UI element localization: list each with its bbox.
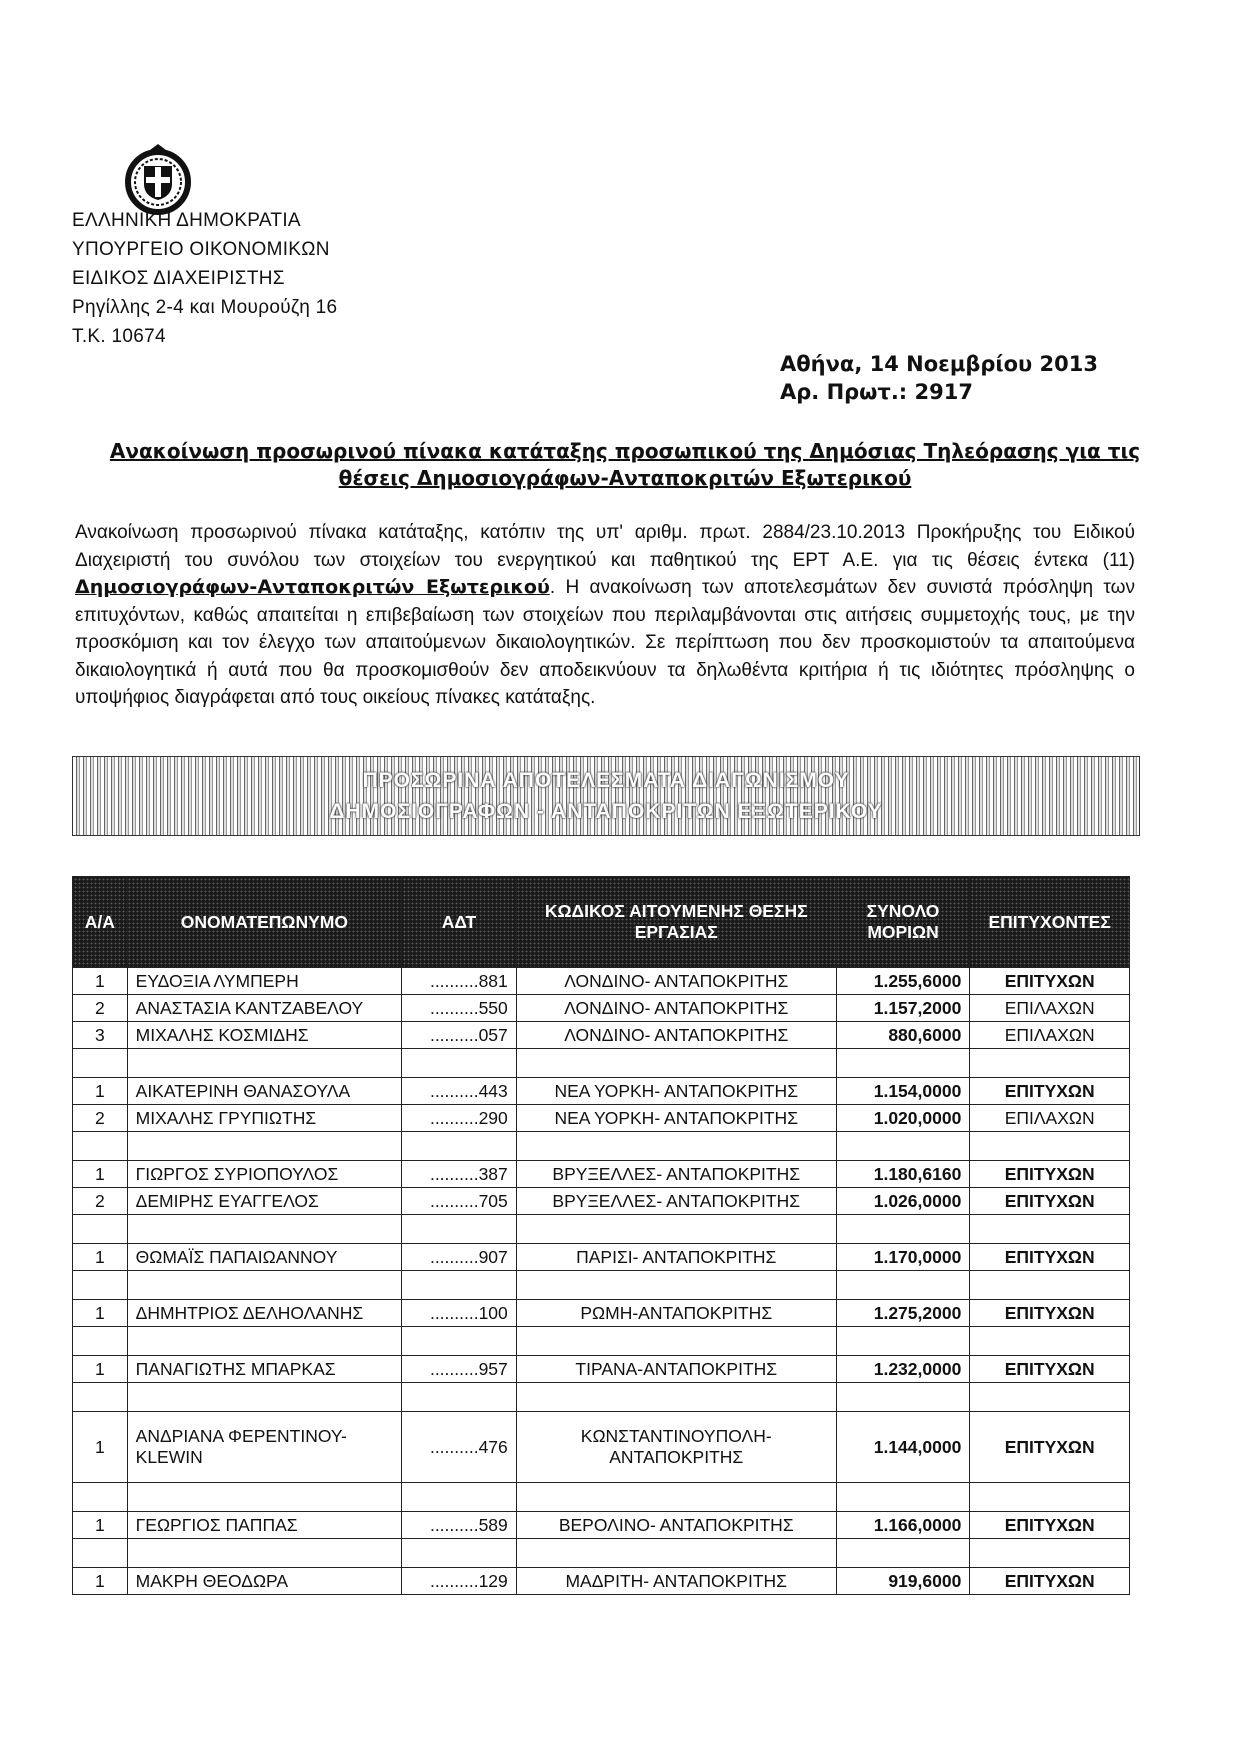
cell-result: ΕΠΙΤΥΧΩΝ [970,1161,1130,1188]
cell-aa: 3 [73,1022,128,1049]
table-row [73,1022,1130,1049]
cell-aa [73,1539,128,1568]
cell-position [516,1132,836,1161]
cell-adt: ..........589 [402,1512,517,1539]
cell-aa: 1 [73,1300,128,1327]
cell-result: ΕΠΙΤΥΧΩΝ [970,1244,1130,1271]
postcode-line: Τ.Κ. 10674 [72,326,166,347]
cell-adt [402,1483,517,1512]
table-row [73,995,1130,1022]
cell-position [516,1539,836,1568]
cell-aa: 1 [73,1356,128,1383]
cell-adt: ..........100 [402,1300,517,1327]
banner-line-2: ΔΗΜΟΣΙΟΓΡΑΦΩΝ - ΑΝΤΑΠΟΚΡΙΤΩΝ ΕΞΩΤΕΡΙΚΟΥ [329,800,883,823]
cell-adt: ..........290 [402,1105,517,1132]
cell-points: 1.026,0000 [836,1188,970,1215]
cell-name: ΜΙΧΑΛΗΣ ΚΟΣΜΙΔΗΣ [127,1022,401,1049]
cell-result: ΕΠΙΛΑΧΩΝ [970,1022,1130,1049]
intro-text-2: . Η ανακοίνωση των αποτελεσμάτων δεν συνιστά πρόσληψη των επιτυχόντων, καθώς απαιτείται η επιβεβαίωση των στοιχείων που περιλαμβάνονται στις αιτήσεις συμμετοχής τους, με την προσκόμιση και τον έλεγχο των απαιτούμενων δικαιολογητικών. Σε περίπτωση που δεν προσκομιστούν τα απαιτούμενα δικαιολογητικά ή αυτά που θα προσκομισθούν δεν αποδεικνύουν τα δηλωθέντα κριτήρια ή τις ιδιότητες πρόσληψης ο υποψήφιος διαγράφεται από τους οικείους πίνακες κατάταξης. [75,577,1135,708]
cell-result: ΕΠΙΛΑΧΩΝ [970,1105,1130,1132]
results-banner [72,756,1140,836]
cell-position: ΠΑΡΙΣΙ- ΑΝΤΑΠΟΚΡΙΤΗΣ [516,1244,836,1271]
cell-name [127,1271,401,1300]
cell-adt: ..........705 [402,1188,517,1215]
table-row [73,1412,1130,1483]
table-row [73,968,1130,995]
cell-name: ΔΕΜΙΡΗΣ ΕΥΑΓΓΕΛΟΣ [127,1188,401,1215]
ministry-heading: ΥΠΟΥΡΓΕΙΟ ΟΙΚΟΝΟΜΙΚΩΝ [72,239,330,260]
cell-position [516,1483,836,1512]
cell-points: 1.170,0000 [836,1244,970,1271]
cell-aa: 1 [73,1078,128,1105]
header-successful: ΕΠΙΤΥΧΟΝΤΕΣ [970,877,1130,968]
cell-name: ΓΙΩΡΓΟΣ ΣΥΡΙΟΠΟΥΛΟΣ [127,1161,401,1188]
cell-adt [402,1539,517,1568]
cell-name: ΕΥΔΟΞΙΑ ΛΥΜΠΕΡΗ [127,968,401,995]
cell-name: ΔΗΜΗΤΡΙΟΣ ΔΕΛΗΟΛΑΝΗΣ [127,1300,401,1327]
table-spacer-row [73,1483,1130,1512]
cell-result [970,1383,1130,1412]
cell-aa: 1 [73,1244,128,1271]
table-row [73,1512,1130,1539]
cell-aa: 1 [73,968,128,995]
table-row [73,1568,1130,1595]
cell-result: ΕΠΙΛΑΧΩΝ [970,995,1130,1022]
cell-result: ΕΠΙΤΥΧΩΝ [970,1512,1130,1539]
cell-position [516,1049,836,1078]
title-line-2: θέσεις Δημοσιογράφων-Ανταποκριτών Εξωτερικού [338,466,912,490]
header-position-code: ΚΩΔΙΚΟΣ ΑΙΤΟΥΜΕΝΗΣ ΘΕΣΗΣ ΕΡΓΑΣΙΑΣ [516,877,836,968]
cell-aa [73,1132,128,1161]
table-header-row [73,877,1130,968]
cell-name: ΓΕΩΡΓΙΟΣ ΠΑΠΠΑΣ [127,1512,401,1539]
cell-name: ΑΝΔΡΙΑΝΑ ΦΕΡΕΝΤΙΝΟΥ- KLEWIN [127,1412,401,1483]
cell-points [836,1049,970,1078]
cell-aa: 2 [73,1105,128,1132]
republic-heading: ΕΛΛΗΝΙΚΗ ΔΗΜΟΚΡΑΤΙΑ [72,210,301,231]
cell-result [970,1483,1130,1512]
cell-result: ΕΠΙΤΥΧΩΝ [970,1078,1130,1105]
cell-position: ΛΟΝΔΙΝΟ- ΑΝΤΑΠΟΚΡΙΤΗΣ [516,995,836,1022]
cell-name [127,1539,401,1568]
cell-adt: ..........129 [402,1568,517,1595]
cell-position: ΒΡΥΞΕΛΛΕΣ- ΑΝΤΑΠΟΚΡΙΤΗΣ [516,1188,836,1215]
table-spacer-row [73,1049,1130,1078]
cell-aa: 1 [73,1412,128,1483]
cell-position: ΤΙΡΑΝΑ-ΑΝΤΑΠΟΚΡΙΤΗΣ [516,1356,836,1383]
cell-name: ΘΩΜΑΪΣ ΠΑΠΑΙΩΑΝΝΟΥ [127,1244,401,1271]
announcement-title [70,438,1180,492]
cell-result [970,1539,1130,1568]
cell-result: ΕΠΙΤΥΧΩΝ [970,1188,1130,1215]
header-adt: ΑΔΤ [402,877,517,968]
cell-position: ΛΟΝΔΙΝΟ- ΑΝΤΑΠΟΚΡΙΤΗΣ [516,1022,836,1049]
cell-points: 1.166,0000 [836,1512,970,1539]
cell-adt: ..........550 [402,995,517,1022]
cell-aa: 2 [73,995,128,1022]
cell-adt [402,1271,517,1300]
cell-adt: ..........057 [402,1022,517,1049]
table-row [73,1188,1130,1215]
cell-aa [73,1271,128,1300]
greek-emblem-icon [118,140,198,220]
cell-points: 919,6000 [836,1568,970,1595]
cell-result [970,1132,1130,1161]
cell-name [127,1383,401,1412]
cell-position [516,1215,836,1244]
table-row [73,1244,1130,1271]
cell-adt: ..........881 [402,968,517,995]
cell-name: ΜΑΚΡΗ ΘΕΟΔΩΡΑ [127,1568,401,1595]
cell-result: ΕΠΙΤΥΧΩΝ [970,1300,1130,1327]
office-heading: ΕΙΔΙΚΟΣ ΔΙΑΧΕΙΡΙΣΤΗΣ [72,268,285,289]
cell-name [127,1215,401,1244]
table-row [73,1161,1130,1188]
cell-points [836,1539,970,1568]
title-line-1: Ανακοίνωση προσωρινού πίνακα κατάταξης προσωπικού της Δημόσιας Τηλεόρασης για τις [109,439,1141,463]
intro-text-1: Ανακοίνωση προσωρινού πίνακα κατάταξης, κατόπιν της υπ' αριθμ. πρωτ. 2884/23.10.2013 Προκήρυξης του Ειδικού Διαχειριστή του συνόλου των στοιχείων του ενεργητικού και παθητικού της ΕΡΤ Α.Ε. για τις θέσεις έντεκα (11) [75,522,1135,571]
cell-name: ΑΝΑΣΤΑΣΙΑ ΚΑΝΤΖΑΒΕΛΟΥ [127,995,401,1022]
cell-points: 1.255,6000 [836,968,970,995]
table-spacer-row [73,1383,1130,1412]
cell-points: 880,6000 [836,1022,970,1049]
results-table [72,876,1130,1595]
cell-adt: ..........957 [402,1356,517,1383]
cell-result: ΕΠΙΤΥΧΩΝ [970,1412,1130,1483]
cell-aa [73,1383,128,1412]
banner-line-1: ΠΡΟΣΩΡΙΝΑ ΑΠΟΤΕΛΕΣΜΑΤΑ ΔΙΑΓΩΝΙΣΜΟΥ [362,769,850,792]
cell-name [127,1049,401,1078]
cell-aa [73,1327,128,1356]
cell-aa: 1 [73,1568,128,1595]
intro-paragraph [75,519,1135,712]
table-body [73,968,1130,1595]
cell-result [970,1215,1130,1244]
header-name: ΟΝΟΜΑΤΕΠΩΝΥΜΟ [127,877,401,968]
cell-adt: ..........907 [402,1244,517,1271]
cell-position: ΜΑΔΡΙΤΗ- ΑΝΤΑΠΟΚΡΙΤΗΣ [516,1568,836,1595]
cell-points: 1.157,2000 [836,995,970,1022]
cell-points [836,1483,970,1512]
cell-name [127,1132,401,1161]
address-line: Ρηγίλλης 2-4 και Μουρούζη 16 [72,297,338,318]
cell-name [127,1327,401,1356]
cell-points [836,1271,970,1300]
table-row [73,1078,1130,1105]
cell-position: ΒΡΥΞΕΛΛΕΣ- ΑΝΤΑΠΟΚΡΙΤΗΣ [516,1161,836,1188]
cell-position: ΒΕΡΟΛΙΝΟ- ΑΝΤΑΠΟΚΡΙΤΗΣ [516,1512,836,1539]
cell-adt: ..........476 [402,1412,517,1483]
cell-adt: ..........443 [402,1078,517,1105]
cell-points: 1.180,6160 [836,1161,970,1188]
document-date: Αθήνα, 14 Νοεμβρίου 2013 [780,352,1098,376]
cell-position [516,1271,836,1300]
cell-position: ΚΩΝΣΤΑΝΤΙΝΟΥΠΟΛΗ- ΑΝΤΑΠΟΚΡΙΤΗΣ [516,1412,836,1483]
cell-result: ΕΠΙΤΥΧΩΝ [970,968,1130,995]
cell-result [970,1049,1130,1078]
cell-name: ΑΙΚΑΤΕΡΙΝΗ ΘΑΝΑΣΟΥΛΑ [127,1078,401,1105]
cell-adt [402,1327,517,1356]
cell-points: 1.020,0000 [836,1105,970,1132]
table-row [73,1105,1130,1132]
cell-aa [73,1049,128,1078]
cell-points [836,1383,970,1412]
cell-points [836,1132,970,1161]
table-spacer-row [73,1327,1130,1356]
cell-points: 1.275,2000 [836,1300,970,1327]
cell-points [836,1215,970,1244]
cell-position: ΝΕΑ ΥΟΡΚΗ- ΑΝΤΑΠΟΚΡΙΤΗΣ [516,1105,836,1132]
cell-position: ΝΕΑ ΥΟΡΚΗ- ΑΝΤΑΠΟΚΡΙΤΗΣ [516,1078,836,1105]
intro-underlined-positions: Δημοσιογράφων-Ανταποκριτών Εξωτερικού [75,576,550,598]
cell-points: 1.232,0000 [836,1356,970,1383]
cell-aa [73,1215,128,1244]
cell-points: 1.154,0000 [836,1078,970,1105]
cell-aa: 2 [73,1188,128,1215]
cell-position: ΡΩΜΗ-ΑΝΤΑΠΟΚΡΙΤΗΣ [516,1300,836,1327]
table-row [73,1356,1130,1383]
cell-position: ΛΟΝΔΙΝΟ- ΑΝΤΑΠΟΚΡΙΤΗΣ [516,968,836,995]
table-spacer-row [73,1539,1130,1568]
table-row [73,1300,1130,1327]
cell-adt: ..........387 [402,1161,517,1188]
cell-name: ΠΑΝΑΓΙΩΤΗΣ ΜΠΑΡΚΑΣ [127,1356,401,1383]
cell-aa: 1 [73,1161,128,1188]
header-aa: Α/Α [73,877,128,968]
cell-adt [402,1383,517,1412]
table-spacer-row [73,1271,1130,1300]
cell-adt [402,1049,517,1078]
cell-position [516,1383,836,1412]
cell-result: ΕΠΙΤΥΧΩΝ [970,1568,1130,1595]
cell-name [127,1483,401,1512]
cell-position [516,1327,836,1356]
cell-adt [402,1215,517,1244]
table-spacer-row [73,1132,1130,1161]
cell-aa [73,1483,128,1512]
table-spacer-row [73,1215,1130,1244]
protocol-number: Αρ. Πρωτ.: 2917 [780,380,973,404]
cell-adt [402,1132,517,1161]
cell-aa: 1 [73,1512,128,1539]
cell-points [836,1327,970,1356]
cell-name: ΜΙΧΑΛΗΣ ΓΡΥΠΙΩΤΗΣ [127,1105,401,1132]
cell-result [970,1271,1130,1300]
header-total-points: ΣΥΝΟΛΟ ΜΟΡΙΩΝ [836,877,970,968]
cell-points: 1.144,0000 [836,1412,970,1483]
cell-result [970,1327,1130,1356]
cell-result: ΕΠΙΤΥΧΩΝ [970,1356,1130,1383]
